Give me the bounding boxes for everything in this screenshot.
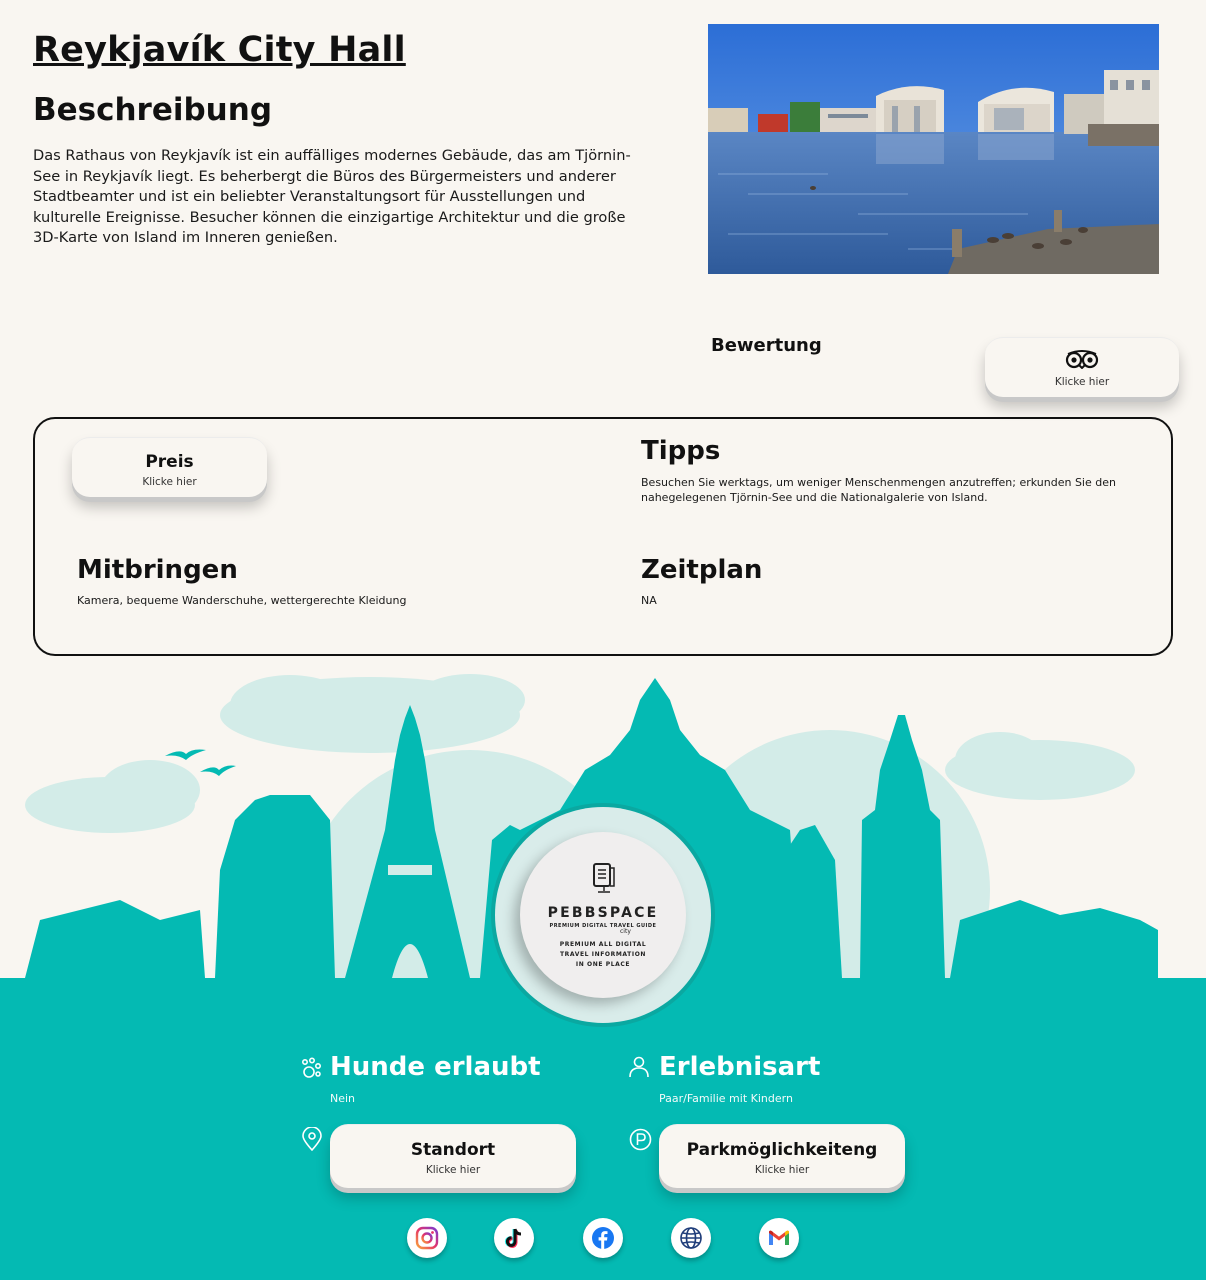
- preis-button[interactable]: [72, 437, 267, 497]
- parken-button-sub: Klicke hier: [754, 1164, 810, 1176]
- facebook-button[interactable]: [583, 1218, 623, 1258]
- zeitplan-heading: Zeitplan: [641, 555, 763, 585]
- tripadvisor-icon: [985, 349, 1179, 373]
- mitbringen-text: Kamera, bequeme Wanderschuhe, wettergerechte Kleidung: [77, 594, 407, 607]
- logo-line-1: PREMIUM ALL DIGITAL: [559, 941, 647, 948]
- hunde-value: Nein: [330, 1092, 356, 1105]
- person-icon: [628, 1056, 650, 1082]
- zeitplan-text: NA: [641, 594, 657, 607]
- location-pin-icon: [301, 1127, 323, 1155]
- rating-label: Bewertung: [711, 335, 822, 356]
- tripadvisor-button[interactable]: [985, 337, 1179, 397]
- tiktok-button[interactable]: [494, 1218, 534, 1258]
- logo-line-3: IN ONE PLACE: [575, 961, 631, 968]
- instagram-icon: [415, 1226, 439, 1250]
- document-icon: [592, 862, 616, 898]
- standort-button-sub: Klicke hier: [425, 1164, 481, 1176]
- tiktok-icon: [502, 1226, 526, 1250]
- gmail-icon: [767, 1226, 791, 1250]
- website-button[interactable]: [671, 1218, 711, 1258]
- logo-name: PEBBSPACE: [547, 905, 659, 921]
- pebbspace-logo: [520, 832, 686, 998]
- tripadvisor-button-sub: Klicke hier: [1054, 376, 1110, 388]
- city-hall-photo: [708, 24, 1159, 274]
- section-heading-beschreibung: Beschreibung: [33, 92, 273, 128]
- globe-icon: [679, 1226, 703, 1250]
- tipps-heading: Tipps: [641, 436, 721, 466]
- preis-button-title: Preis: [145, 452, 194, 472]
- standort-button[interactable]: [330, 1124, 576, 1188]
- parken-button-title: Parkmöglichkeiteng: [686, 1140, 878, 1160]
- facebook-icon: [591, 1226, 615, 1250]
- standort-button-title: Standort: [410, 1140, 496, 1160]
- mitbringen-heading: Mitbringen: [77, 555, 238, 585]
- hunde-heading: Hunde erlaubt: [330, 1052, 541, 1082]
- page-title: Reykjavík City Hall: [33, 30, 406, 70]
- paw-icon: [300, 1057, 322, 1083]
- preis-button-sub: Klicke hier: [142, 476, 197, 488]
- logo-tagline: PREMIUM DIGITAL TRAVEL GUIDE: [549, 923, 657, 929]
- erlebnisart-heading: Erlebnisart: [659, 1052, 821, 1082]
- tipps-text: Besuchen Sie werktags, um weniger Menschenmengen anzutreffen; erkunden Sie den nahegelegenen Tjörnin-See und die Nationalgalerie von Island.: [641, 476, 1116, 504]
- instagram-button[interactable]: [407, 1218, 447, 1258]
- parking-icon: [629, 1128, 652, 1155]
- logo-city: city: [620, 928, 631, 935]
- logo-line-2: TRAVEL INFORMATION: [559, 951, 647, 958]
- email-button[interactable]: [759, 1218, 799, 1258]
- parkmoeglichkeiten-button[interactable]: [659, 1124, 905, 1188]
- erlebnisart-value: Paar/Familie mit Kindern: [659, 1092, 793, 1105]
- description-text: Das Rathaus von Reykjavík ist ein auffälliges modernes Gebäude, das am Tjörnin-See in Reykjavík liegt. Es beherbergt die Büros des Bürgermeisters und anderer Stadtbeamter und ist ein beliebter Veranstaltungsort für Ausstellungen und kulturelle Ereignisse. Besucher können die einzigartige Architektur und die große 3D-Karte von Island im Inneren genießen.: [33, 147, 631, 246]
